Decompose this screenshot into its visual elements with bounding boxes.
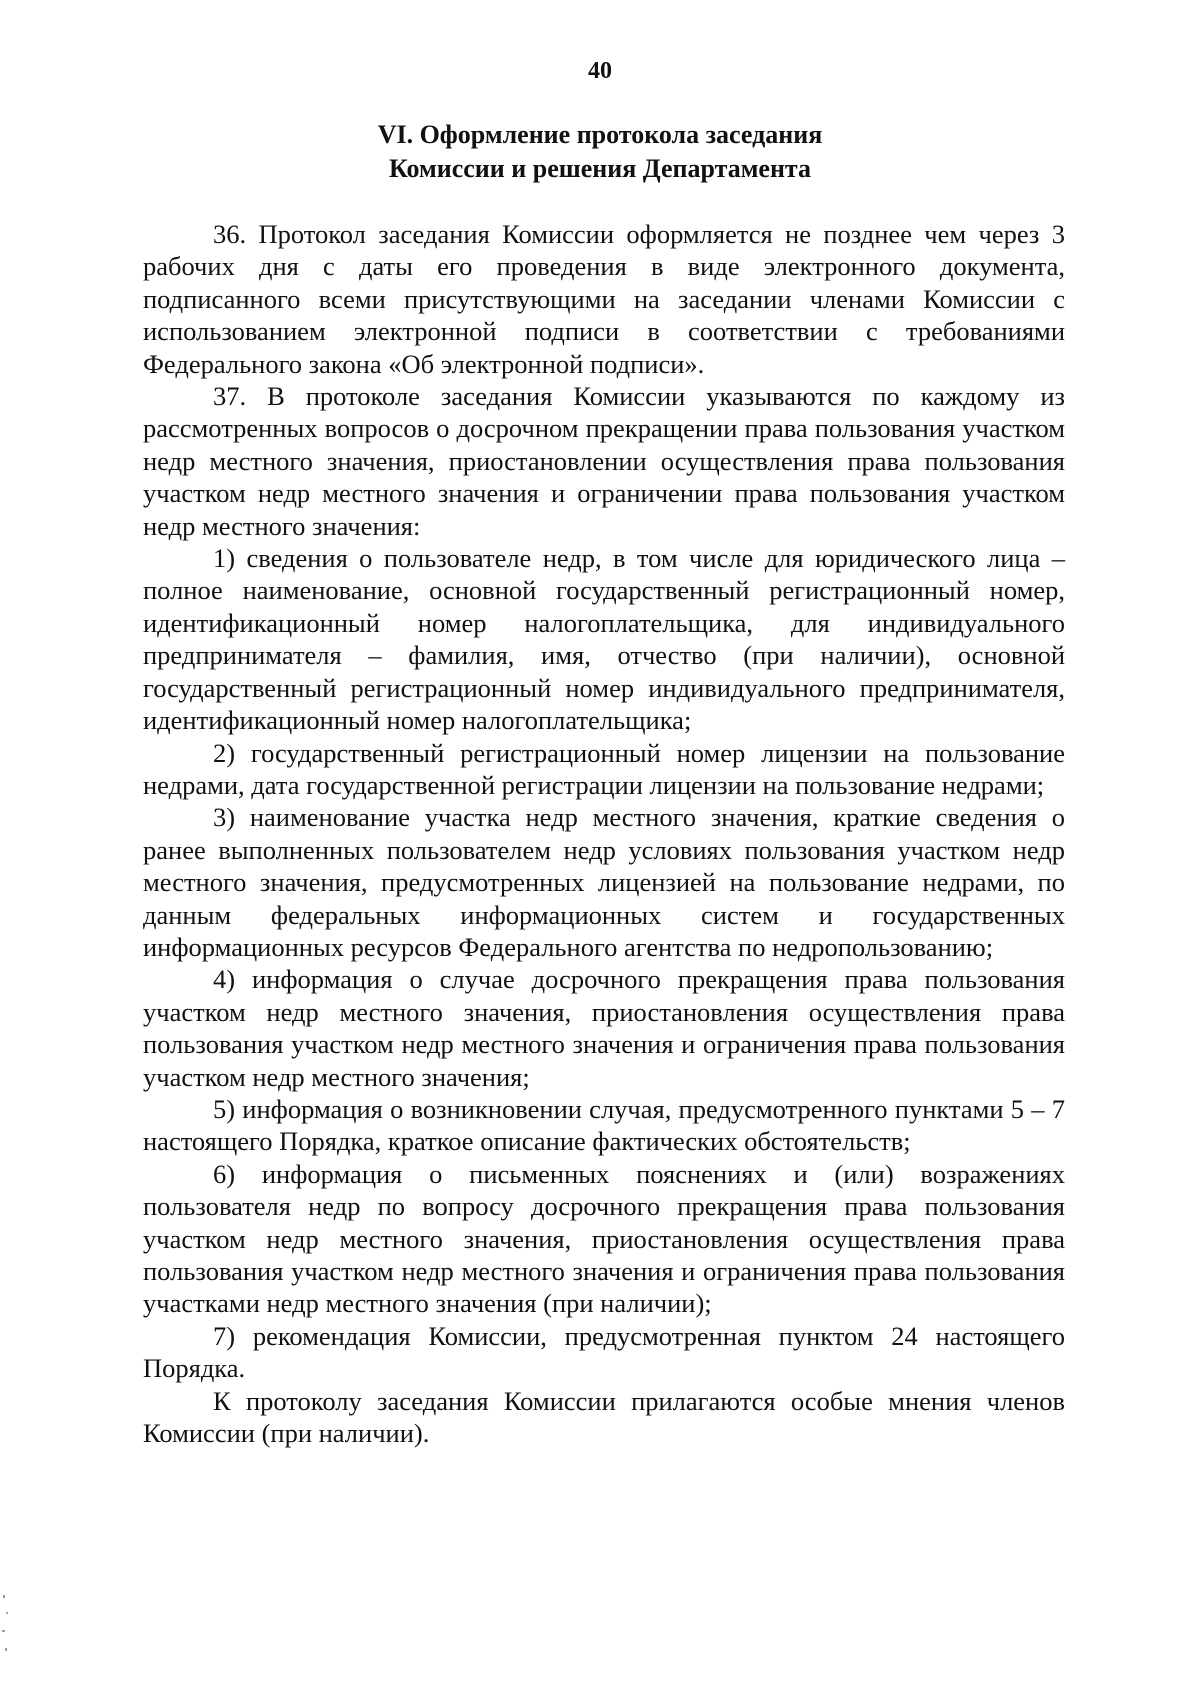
closing-paragraph: К протоколу заседания Комиссии прилагаются особые мнения членов Комиссии (при наличии). [143,1385,1065,1449]
section-heading-line-1: VI. Оформление протокола заседания [377,120,823,149]
section-heading-line-2: Комиссии и решения Департамента [388,154,812,183]
list-item-5: 5) информация о возникновении случая, предусмотренного пунктами 5 – 7 настоящего Порядка, краткое описание фактических обстоятельств; [143,1093,1065,1157]
list-item-6: 6) информация о письменных пояснениях и (или) возражениях пользователя недр по вопросу досрочного прекращения права пользования участком недр местного значения, приостановления осуществления права пользования участком недр местного значения и ограничения права пользования участками недр местного значения (при наличии); [143,1158,1065,1319]
scan-artifact [5,1648,7,1651]
list-item-7: 7) рекомендация Комиссии, предусмотренная пунктом 24 настоящего Порядка. [143,1320,1065,1384]
scan-artifact [3,1595,5,1598]
list-item-3: 3) наименование участка недр местного значения, краткие сведения о ранее выполненных пользователем недр условиях пользования участком недр местного значения, предусмотренных лицензией на пользование недрами, по данным федеральных информационных систем и государственных информационных ресурсов Федерального агентства по недропользованию; [143,802,1065,962]
list-item-2: 2) государственный регистрационный номер лицензии на пользование недрами, дата государственной регистрации лицензии на пользование недрами; [143,737,1065,800]
page-number: 40 [588,58,612,84]
section-heading [0,118,1200,186]
list-item-1: 1) сведения о пользователе недр, в том числе для юридического лица – полное наименование, основной государственный регистрационный номер, идентификационный номер налогоплательщика, для индивидуального предпринимателя – фамилия, имя, отчество (при наличии), основной государственный регистрационный номер индивидуального предпринимателя, идентификационный номер налогоплательщика; [143,543,1065,736]
scan-artifact [6,1612,8,1614]
paragraph-36: 36. Протокол заседания Комиссии оформляется не позднее чем через 3 рабочих дня с даты его проведения в виде электронного документа, подписанного всеми присутствующими на заседании членами Комиссии с использованием электронной подписи в соответствии с требованиями Федерального закона «Об электронной подписи». [143,219,1065,379]
document-body [143,218,1065,1449]
paragraph-37: 37. В протоколе заседания Комиссии указываются по каждому из рассмотренных вопросов о досрочном прекращении права пользования участком недр местного значения, приостановлении осуществления права пользования участком недр местного значения и ограничении права пользования участком недр местного значения: [143,381,1065,541]
list-item-4: 4) информация о случае досрочного прекращения права пользования участком недр местного значения, приостановления осуществления права пользования участком недр местного значения и ограничения права пользования участком недр местного значения; [143,964,1065,1092]
scan-artifact [2,1630,5,1632]
